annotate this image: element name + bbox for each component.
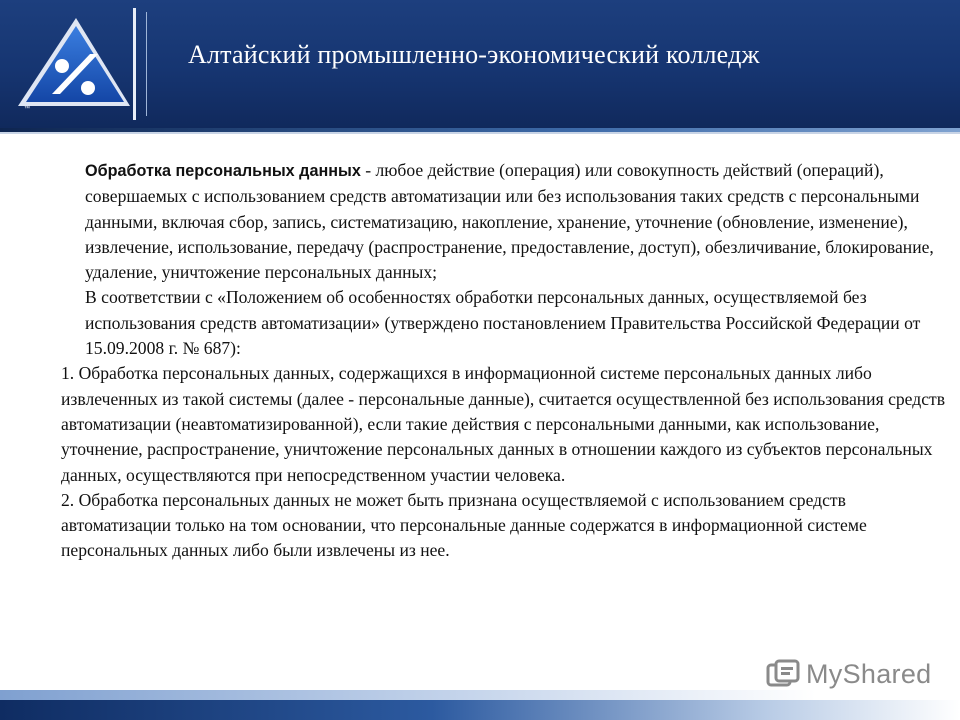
page-title: Алтайский промышленно-экономический колледж [188, 40, 760, 69]
college-logo-icon [14, 14, 132, 112]
watermark [766, 656, 931, 692]
watermark-text: MyShared [806, 658, 932, 689]
myshared-logo-icon [766, 659, 800, 689]
header-divider-thin [146, 12, 147, 116]
paragraph-regulation: В соответствии с «Положением об особенностях обработки персональных данных, осуществляемой без использования средств автоматизации» (утверждено постановлением Правительства Российской Федерации от 15.09.2008 г. № 687): [85, 287, 921, 359]
document-body [33, 158, 949, 564]
footer-bar-dark [0, 700, 960, 720]
header-divider [133, 8, 136, 120]
defined-term: Обработка персональных данных [85, 162, 361, 180]
paragraph-definition [33, 158, 949, 285]
svg-text:™: ™ [24, 106, 30, 112]
paragraph-item-1: 1. Обработка персональных данных, содержащихся в информационной системе персональных данных либо извлеченных из такой системы (далее - персональные данные), считается осуществленной без использования средств автоматизации (неавтоматизированной), если такие действия с персональными данными, как использование, уточнение, распространение, уничтожение персональных данных в отношении каждого из субъектов персональных данных, осуществляются при непосредственном участии человека. [61, 363, 946, 485]
header-banner [0, 0, 960, 128]
definition-text: - любое действие (операция) или совокупность действий (операций), совершаемых с использованием средств автоматизации или без использования таких средств с персональными данными, включая сбор, запись, систематизацию, накопление, хранение, уточнение (обновление, изменение), извлечение, использование, передачу (распространение, предоставление, доступ), обезличивание, блокирование, удаление, уничтожение персональных данных; [85, 160, 934, 283]
header-rule [0, 132, 960, 134]
paragraph-item-2: 2. Обработка персональных данных не может быть признана осуществляемой с использованием средств автоматизации только на том основании, что персональные данные содержатся в информационной системе персональных данных либо были извлечены из нее. [61, 489, 867, 561]
